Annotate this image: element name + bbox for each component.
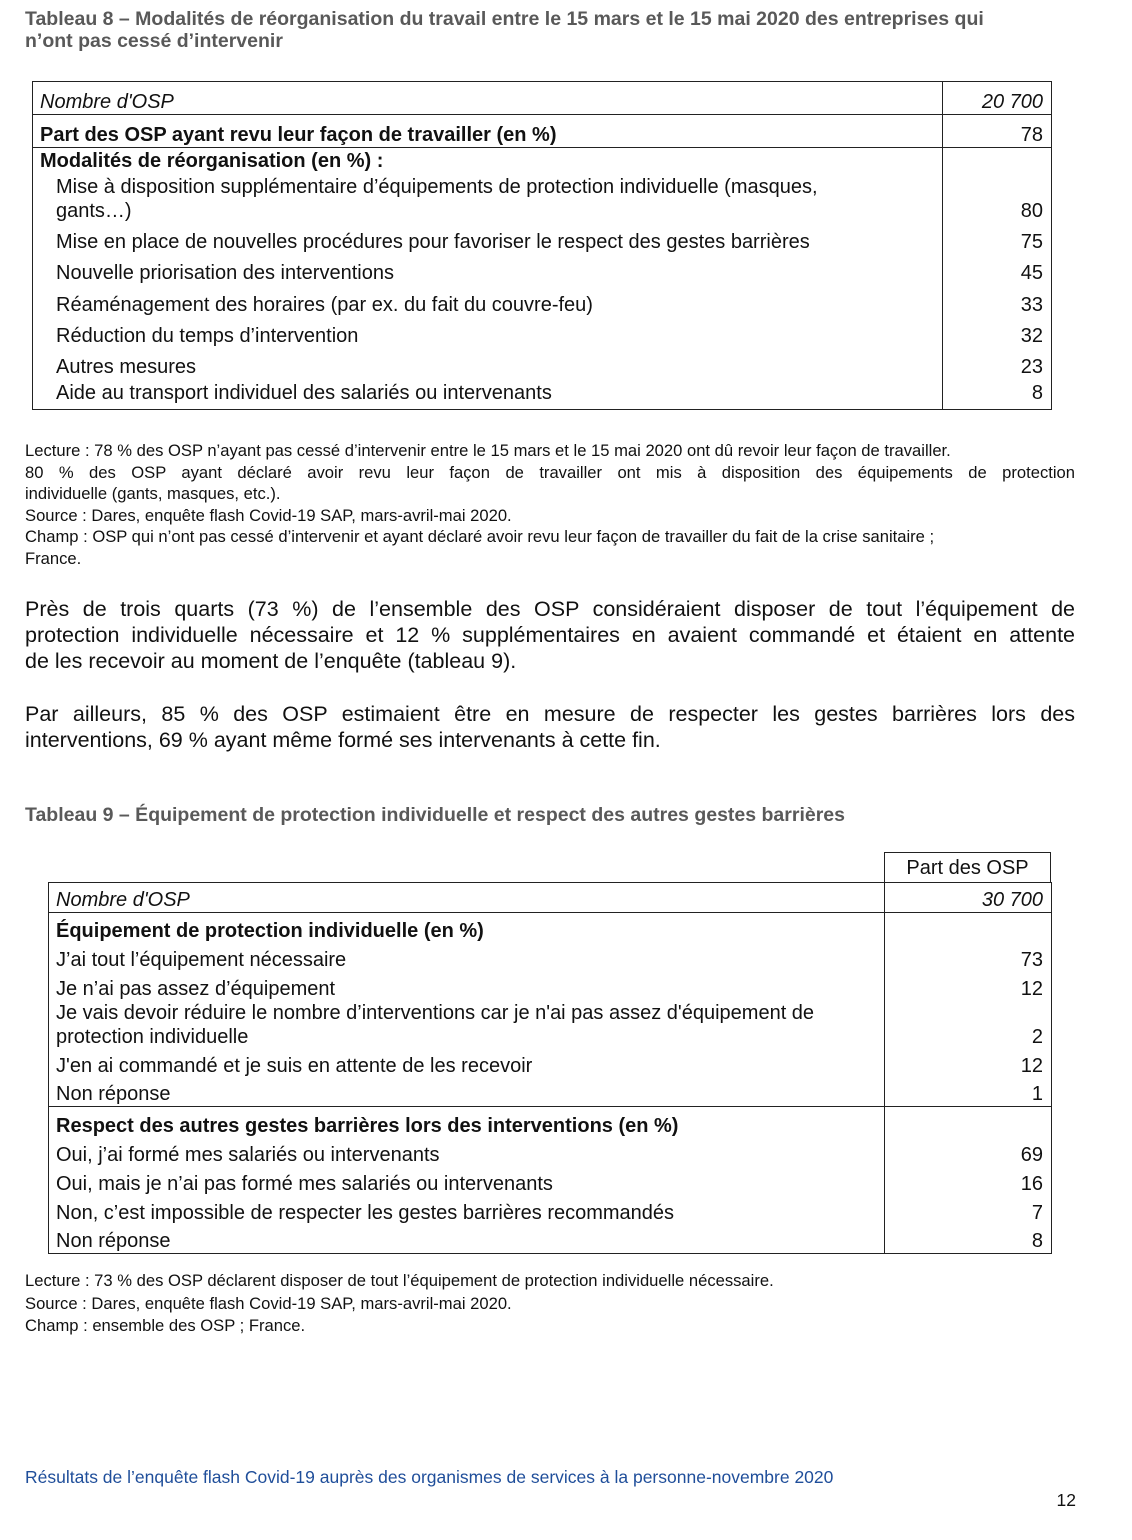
table8-row-value: 8 xyxy=(943,379,1052,410)
table-row xyxy=(49,943,1052,972)
table8-empty-cell xyxy=(943,148,1052,173)
table9-row-label: Non réponse xyxy=(49,1225,885,1254)
table-row xyxy=(33,285,1052,317)
table8-note-lecture: Lecture : 78 % des OSP n’ayant pas cessé d’intervenir entre le 15 mars et le 15 mai 2020 ont dû revoir leur façon de travailler. xyxy=(25,441,951,460)
table8-modalites-header: Modalités de réorganisation (en %) : xyxy=(33,148,943,173)
table-row xyxy=(33,348,1052,379)
table8-row-value: 33 xyxy=(943,285,1052,317)
paragraph-1-line1: Près de trois quarts (73 %) de l’ensemble des OSP considéraient disposer de tout l’équipement de xyxy=(25,597,1075,621)
table9-section2-header: Respect des autres gestes barrières lors des interventions (en %) xyxy=(49,1107,885,1138)
table8-row-nombre xyxy=(33,82,1052,115)
table9-nombre-value: 30 700 xyxy=(885,883,1052,913)
table8-note-champ-line1: Champ : OSP qui n’ont pas cessé d’intervenir et ayant déclaré avoir revu leur façon de travailler du fait de la crise sanitaire ; xyxy=(25,527,935,546)
table9-row-value: 16 xyxy=(885,1167,1052,1196)
table8-row-label: Mise en place de nouvelles procédures pour favoriser le respect des gestes barrières xyxy=(33,223,943,254)
table9-title: Tableau 9 – Équipement de protection individuelle et respect des autres gestes barrières xyxy=(25,804,845,826)
table9-row-value: 69 xyxy=(885,1138,1052,1167)
table9-row-section2-header xyxy=(49,1107,1052,1138)
table9 xyxy=(48,882,1052,1254)
table-row xyxy=(33,254,1052,285)
table9-row-label: Non, c’est impossible de respecter les gestes barrières recommandés xyxy=(49,1196,885,1225)
table8-nombre-label: Nombre d'OSP xyxy=(33,82,943,115)
table9-row-label: J’ai tout l’équipement nécessaire xyxy=(49,943,885,972)
table8-row-label-line2: gants…) xyxy=(56,199,132,222)
table-row xyxy=(33,317,1052,348)
table-row xyxy=(33,223,1052,254)
table8-row-value: 80 xyxy=(943,173,1052,223)
footer-text: Résultats de l’enquête flash Covid-19 auprès des organismes de services à la personne-novembre 2020 xyxy=(25,1467,834,1487)
table9-row-value: 7 xyxy=(885,1196,1052,1225)
table8-note-champ-line2: France. xyxy=(25,548,82,568)
table9-empty-cell xyxy=(885,913,1052,943)
table-row xyxy=(49,1196,1052,1225)
table9-row-value: 1 xyxy=(885,1078,1052,1107)
table9-row-label: Je n’ai pas assez d’équipement xyxy=(49,972,885,1001)
table9-row-label-line2: protection individuelle xyxy=(56,1025,249,1048)
table-row xyxy=(49,972,1052,1001)
table8-row-label: Nouvelle priorisation des interventions xyxy=(33,254,943,285)
table9-note-source: Source : Dares, enquête flash Covid-19 SAP, mars-avril-mai 2020. xyxy=(25,1293,512,1313)
table9-row-value: 8 xyxy=(885,1225,1052,1254)
table8-row-label-line1: Mise à disposition supplémentaire d’équipements de protection individuelle (masques, xyxy=(56,175,818,198)
page-number: 12 xyxy=(1056,1490,1076,1510)
table8-title xyxy=(25,8,1085,52)
table8-nombre-value: 20 700 xyxy=(943,82,1052,115)
table9-empty-cell xyxy=(885,1107,1052,1138)
table8-row-label: Aide au transport individuel des salariés ou intervenants xyxy=(33,379,943,410)
paragraph-2-line2: interventions, 69 % ayant même formé ses intervenants à cette fin. xyxy=(25,728,661,752)
table9-nombre-label: Nombre d'OSP xyxy=(49,883,885,913)
table9-note-champ: Champ : ensemble des OSP ; France. xyxy=(25,1316,306,1335)
table8-row-value: 45 xyxy=(943,254,1052,285)
table8-note-lecture2-line1: 80 % des OSP ayant déclaré avoir revu leur façon de travailler ont mis à disposition des équipements de protection xyxy=(25,462,1075,482)
table8-note-lecture2-line2: individuelle (gants, masques, etc.). xyxy=(25,484,281,503)
table9-section1-header: Équipement de protection individuelle (en %) xyxy=(49,913,885,943)
table8-row-modalites-header xyxy=(33,148,1052,173)
table8-row-value: 32 xyxy=(943,317,1052,348)
table8-row-value: 75 xyxy=(943,223,1052,254)
table9-row-label: Non réponse xyxy=(49,1078,885,1107)
table8-row-label xyxy=(33,173,943,223)
table-row xyxy=(49,1225,1052,1254)
table9-row-label: Oui, j’ai formé mes salariés ou intervenants xyxy=(49,1138,885,1167)
table8-row-label: Réaménagement des horaires (par ex. du fait du couvre-feu) xyxy=(33,285,943,317)
paragraph-1-line2: protection individuelle nécessaire et 12 % supplémentaires en avaient commandé et étaient en attente xyxy=(25,623,1075,647)
table-row xyxy=(49,1001,1052,1049)
table9-row-label: J'en ai commandé et je suis en attente de les recevoir xyxy=(49,1049,885,1078)
table9-row-label-line1: Je vais devoir réduire le nombre d’interventions car je n'ai pas assez d'équipement de xyxy=(56,1001,815,1024)
table9-row-value: 73 xyxy=(885,943,1052,972)
table-row xyxy=(33,379,1052,410)
table9-row-section1-header xyxy=(49,913,1052,943)
table8-part-label: Part des OSP ayant revu leur façon de travailler (en %) xyxy=(33,115,943,148)
table8-part-value: 78 xyxy=(943,115,1052,148)
table8-note-source: Source : Dares, enquête flash Covid-19 SAP, mars-avril-mai 2020. xyxy=(25,505,512,525)
table8-notes xyxy=(25,440,1075,569)
table-row xyxy=(49,1049,1052,1078)
table8-title-line1: Tableau 8 – Modalités de réorganisation du travail entre le 15 mars et le 15 mai 2020 des entreprises qui xyxy=(25,8,984,30)
table8-row-value: 23 xyxy=(943,348,1052,379)
paragraph-2-line1: Par ailleurs, 85 % des OSP estimaient être en mesure de respecter les gestes barrières lors des xyxy=(25,702,1075,726)
paragraph-1 xyxy=(25,596,1075,674)
table8-row-part xyxy=(33,115,1052,148)
table9-row-value: 12 xyxy=(885,972,1052,1001)
table9-notes xyxy=(25,1270,1075,1338)
table8-row-label: Réduction du temps d’intervention xyxy=(33,317,943,348)
paragraph-1-line3: de les recevoir au moment de l’enquête (tableau 9). xyxy=(25,649,517,673)
table8 xyxy=(32,81,1052,410)
table9-row-value: 12 xyxy=(885,1049,1052,1078)
table9-row-nombre xyxy=(49,883,1052,913)
table9-note-lecture: Lecture : 73 % des OSP déclarent disposer de tout l’équipement de protection individuelle nécessaire. xyxy=(25,1271,774,1290)
table9-row-label xyxy=(49,1001,885,1049)
table-row xyxy=(33,173,1052,223)
table-row xyxy=(49,1078,1052,1107)
table9-col-header: Part des OSP xyxy=(884,852,1051,882)
paragraph-2 xyxy=(25,701,1075,753)
table8-title-line2: n’ont pas cessé d’intervenir xyxy=(25,30,283,52)
table8-row-label: Autres mesures xyxy=(33,348,943,379)
table9-row-value: 2 xyxy=(885,1001,1052,1049)
table9-row-label: Oui, mais je n’ai pas formé mes salariés ou intervenants xyxy=(49,1167,885,1196)
table-row xyxy=(49,1167,1052,1196)
table-row xyxy=(49,1138,1052,1167)
